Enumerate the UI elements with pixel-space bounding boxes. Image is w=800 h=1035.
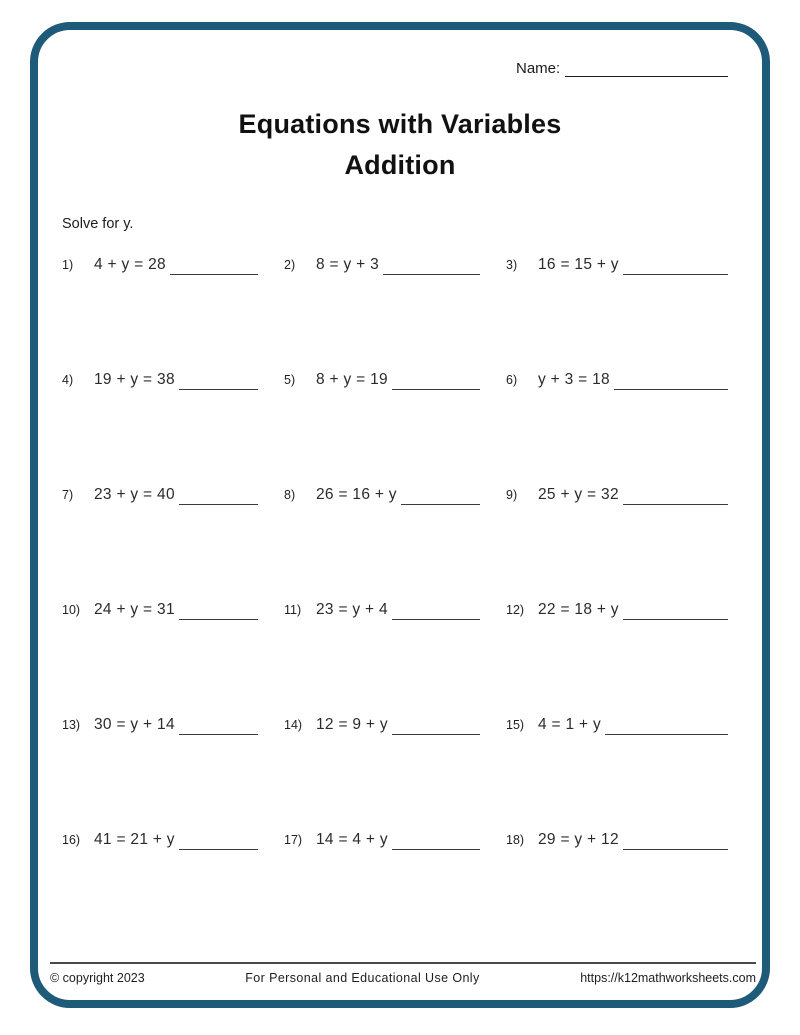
answer-blank-line [605,724,728,735]
problem-number: 17) [284,833,303,847]
footer-usage-note: For Personal and Educational Use Only [245,971,480,985]
problem-10 [62,589,284,619]
problem-3 [506,244,728,274]
problem-number: 8) [284,488,296,502]
problem-equation: 25 + y = 32 [538,486,619,503]
footer-url: https://k12mathworksheets.com [580,971,756,985]
answer-blank-line [623,494,728,505]
problem-number: 2) [284,258,296,272]
answer-blank-line [392,839,480,850]
answer-blank-line [179,609,258,620]
problem-number: 1) [62,258,74,272]
problem-equation: 12 = 9 + y [316,716,388,733]
problem-equation: 4 = 1 + y [538,716,602,733]
problem-1 [62,244,284,274]
title-line-2: Addition [344,150,456,180]
problem-number: 10) [62,603,81,617]
answer-blank-line [623,839,728,850]
problem-equation: 29 = y + 12 [538,831,619,848]
answer-blank-line [179,724,258,735]
problem-equation: 41 = 21 + y [94,831,175,848]
name-label: Name: [516,60,561,77]
problem-number: 14) [284,718,303,732]
problem-equation: 14 = 4 + y [316,831,388,848]
answer-blank-line [179,839,258,850]
answer-blank-line [623,609,728,620]
problem-18 [506,819,728,849]
answer-blank-line [392,609,480,620]
problem-2 [284,244,506,274]
problem-14 [284,704,506,734]
problem-number: 7) [62,488,74,502]
problem-8 [284,474,506,504]
problem-17 [284,819,506,849]
problem-number: 15) [506,718,525,732]
name-blank-line [565,62,728,77]
problem-7 [62,474,284,504]
problem-equation: 30 = y + 14 [94,716,175,733]
problem-equation: 16 = 15 + y [538,256,619,273]
problem-equation: 22 = 18 + y [538,601,619,618]
answer-blank-line [392,724,480,735]
footer-copyright: © copyright 2023 [50,971,145,985]
problem-13 [62,704,284,734]
instruction-text: Solve for y. [62,216,134,232]
problem-15 [506,704,728,734]
answer-blank-line [614,379,728,390]
problem-number: 5) [284,373,296,387]
answer-blank-line [392,379,480,390]
problem-number: 4) [62,373,74,387]
problem-12 [506,589,728,619]
problem-11 [284,589,506,619]
problem-number: 11) [284,603,302,617]
footer [50,962,756,985]
problem-equation: 4 + y = 28 [94,256,166,273]
answer-blank-line [401,494,480,505]
worksheet-title [0,104,800,186]
problem-5 [284,359,506,389]
answer-blank-line [623,264,728,275]
problem-6 [506,359,728,389]
problem-equation: 8 = y + 3 [316,256,380,273]
problem-number: 12) [506,603,525,617]
problem-equation: 24 + y = 31 [94,601,175,618]
problem-9 [506,474,728,504]
problem-4 [62,359,284,389]
problem-equation: y + 3 = 18 [538,371,610,388]
name-row [516,60,728,77]
problem-number: 3) [506,258,518,272]
problem-number: 6) [506,373,518,387]
answer-blank-line [179,379,258,390]
problem-equation: 26 = 16 + y [316,486,397,503]
problem-equation: 8 + y = 19 [316,371,388,388]
problem-16 [62,819,284,849]
title-line-1: Equations with Variables [238,109,562,139]
problem-equation: 23 + y = 40 [94,486,175,503]
answer-blank-line [383,264,480,275]
problem-number: 16) [62,833,81,847]
problem-equation: 23 = y + 4 [316,601,388,618]
answer-blank-line [170,264,258,275]
problems-grid [62,244,728,934]
problem-equation: 19 + y = 38 [94,371,175,388]
answer-blank-line [179,494,258,505]
problem-number: 18) [506,833,525,847]
problem-number: 9) [506,488,518,502]
problem-number: 13) [62,718,81,732]
